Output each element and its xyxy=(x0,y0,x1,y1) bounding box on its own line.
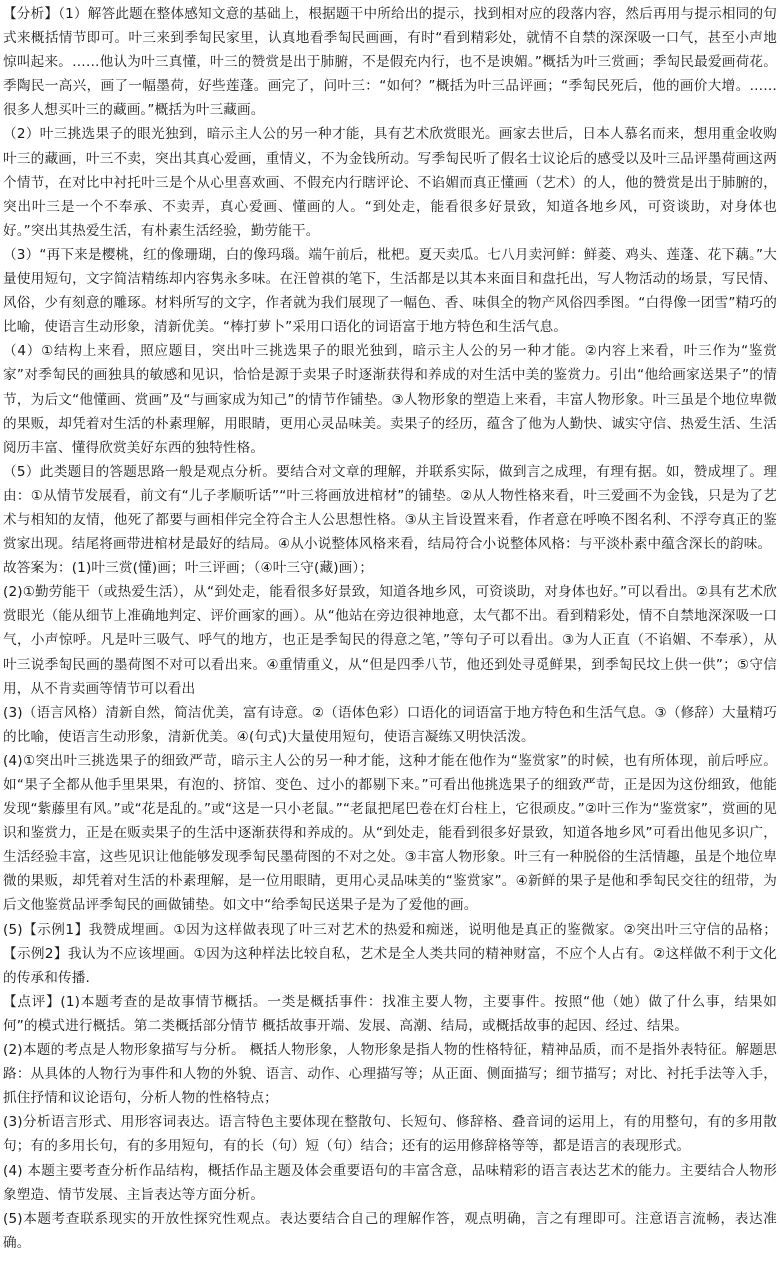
analysis-paragraph-5: （5）此类题目的答题思路一般是观点分析。要结合对文章的理解，并联系实际，做到言之成理，有理有据。如，赞成埋了。理由：①从情节发展看，前文有“儿子孝顺听话”“叶三将画放进棺材”的铺垫。②从人物性格来看，叶三爱画不为金钱，只是为了艺术与相知的友情，他死了都要与画相伴完全符合主人公思想性格。③从主旨设置来看，作者意在呼唤不图名利、不浮夸真正的鉴赏家出现。结尾将画带进棺材是最好的结局。④从小说整体风格来看，结局符合小说整体风格：与平淡朴素中蕴含深长的韵味。 xyxy=(3,463,777,553)
answer-paragraph-3: (3)（语言风格）清新自然，简洁优美，富有诗意。②（语体色彩）口语化的词语富于地方特色和生活气息。③（修辞）大量精巧的比喻，使语言生动形象，清新优美。④(句式)大量使用短句，使语言凝练又明快活泼。 xyxy=(3,704,777,745)
analysis-paragraph-2: （2）叶三挑选果子的眼光独到，暗示主人公的另一种才能，具有艺术欣赏眼光。画家去世后，日本人慕名而来，想用重金收购叶三的藏画，叶三不卖，突出其真心爱画，重情义，不为金钱所动。写季匋民听了假名士议论后的感受以及叶三品评墨荷画这两个情节，在对比中衬托叶三是个从心里喜欢画、不假充内行瞎评论、不谄媚而真正懂画（艺术）的人，他的赞赏是出于肺腑的，突出叶三是一个不奉承、不卖弄，真心爱画、懂画的人。“到处走，能看很多好景致，知道各地乡风，可资谈助，对身体也好。”突出其热爱生活，有朴素生活经验，勤劳能干。 xyxy=(3,126,777,239)
comment-paragraph-5: (5)本题考查联系现实的开放性探究性观点。表达要结合自己的理解作答，观点明确，言之有理即可。注意语言流畅，表达准确。 xyxy=(3,1210,777,1251)
answer-line-1: 故答案为：(1)叶三赏(懂)画；叶三评画；（④叶三守(藏)画）； xyxy=(3,560,374,577)
answer-paragraph-4: (4)①突出叶三挑选果子的细致严苛，暗示主人公的另一种才能，这种才能在他作为“鉴赏家”的时候，也有所体现，前后呼应。如“果子全都从他手里果果，有泡的、挤馆、变色、过小的都剔下来。”可看出他挑选果子的细致严苛，正是因为这份细致，他能发现“紫藤里有风。”或“花是乱的。”或“这是一只小老鼠。”“老鼠把尾巴卷在灯台柱上，它很顽皮。”②叶三作为“鉴赏家”，赏画的见识和鉴赏力，正是在贩卖果子的生活中逐渐获得和养成的。从“到处走，能看到很多好景致，知道各地乡风”可看出他见多识广，生活经验丰富，这些见识让他能够发现季匋民墨荷图的不对之处。③丰富人物形象。叶三有一种脱俗的生活情趣，虽是个地位卑微的果贩，却凭着对生活的朴素理解，是一位用眼睛，更用心灵品味美的“鉴赏家”。④新鲜的果子是他和季匋民交往的纽带，为后文他鉴赏品评季匋民的画做铺垫。如文中“给季匋民送果子是为了爱他的画。 xyxy=(3,752,777,914)
answer-paragraph-2: (2)①勤劳能干（或热爱生活），从“到处走，能看很多好景致，知道各地乡风，可资谈助，对身体也好。”可以看出。②具有艺术欣赏眼光（能从细节上准确地判定、评价画家的画）。从“他站在旁边很神地意，太气都不出。看到精彩处，情不自禁地深深吸一口气，小声惊呼。凡是叶三吸气、呼气的地方，也正是季匋民的得意之笔，”等句子可以看出。③为人正直（不谄媚、不奉承），从叶三说季匋民画的墨荷图不对可以看出来。④重情重义，从“但是四季八节，他还到处寻觅鲜果，到季匋民坟上供一供”；⑤守信用，从不肯卖画等情节可以看出 xyxy=(3,584,777,697)
analysis-paragraph-3: （3）“再下来是樱桃，红的像珊瑚，白的像玛瑙。端午前后，枇杷。夏天卖瓜。七八月卖河鲜：鲜菱、鸡头、莲蓬、花下藕。”大量使用短句，文字简洁精练却内容隽永多味。在汪曾祺的笔下，生活都是以其本来面目和盘托出，写人物活动的场景，写民情、风俗，少有刻意的雕琢。材料所写的文字，作者就为我们展现了一幅色、香、味俱全的物产风俗四季图。“白得像一团雪”精巧的比喻，使语言生动形象，清新优美。“棒打萝卜”采用口语化的词语富于地方特色和生活气息。 xyxy=(3,246,777,336)
analysis-paragraph-1: 【分析】（1）解答此题在整体感知文意的基础上，根据题干中所给出的提示，找到相对应的段落内容，然后再用与提示相同的句式来概括情节即可。叶三来到季匋民家里，认真地看季匋民画画，有时“看到精彩处，就情不自禁的深深吸一口气，甚至小声地惊叫起来。……他认为叶三真懂，叶三的赞赏是出于肺腑，不是假充内行，也不是谀媚。”概括为叶三赏画；季匋民最爱画荷花。季陶民一高兴，画了一幅墨荷，好些莲蓬。画完了，问叶三：“如何？”概括为叶三品评画；“季匋民死后，他的画价大增。……很多人想买叶三的藏画。”概括为叶三藏画。 xyxy=(3,6,777,119)
answer-paragraph-5: (5)【示例1】我赞成埋画。①因为这样做表现了叶三对艺术的热爱和痴迷，说明他是真正的鉴微家。②突出叶三守信的品格；【示例2】我认为不应该埋画。①因为这种样法比较自私，艺术是全人类共同的精神财富，不应个人占有。②这样做不利于文化的传承和传播. xyxy=(3,921,777,986)
comment-paragraph-3: (3)分析语言形式、用形容词表达。语言特色主要体现在整散句、长短句、修辞格、叠音词的运用上，有的用整句，有的多用散句；有的多用长句，有的多用短句，有的长（句）短（句）结合；还有的运用修辞格等等，都是语言的表现形式。 xyxy=(3,1114,777,1155)
comment-paragraph-4: (4) 本题主要考查分析作品结构，概括作品主题及体会重要语句的丰富含意，品味精彩的语言表达艺术的能力。主要结合人物形象塑造、情节发展、主旨表达等方面分析。 xyxy=(3,1162,777,1203)
comment-paragraph-1: 【点评】(1)本题考查的是故事情节概括。一类是概括事件：找准主要人物，主要事件。按照“他（她）做了什么事，结果如何”的模式进行概括。第二类概括部分情节 概括故事开端、发展、高潮、结局，或概括故事的起因、经过、结果。 xyxy=(3,993,777,1034)
comment-paragraph-2: (2)本题的考点是人物形象描写与分析。 概括人物形象，人物形象是指人物的性格特征，精神品质，而不是指外表特征。解题思路：从具体的人物行为事件和人物的外貌、语言、动作、心理描写等；从正面、侧面描写；细节描写；对比、衬托手法等入手，抓住抒情和议论语句，分析人物的性格特点； xyxy=(3,1042,777,1107)
analysis-paragraph-4: （4）①结构上来看，照应题目，突出叶三挑选果子的眼光独到，暗示主人公的另一种才能。②内容上来看，叶三作为“鉴赏家”对季匋民的画独具的敏感和见识，恰恰是源于卖果子时逐渐获得和养成的对生活中美的鉴赏力。引出“他给画家送果子”的情节，为后文“他懂画、赏画”及“与画家成为知己”的情节作铺垫。③人物形象的塑造上来看，丰富人物形象。叶三虽是个地位卑微的果贩，却凭着对生活的朴素理解，用眼睛，更用心灵品味美。卖果子的经历，蕴含了他为人勤快、诚实守信、热爱生活、生活阅历丰富、懂得欣赏美好东西的独特性格。 xyxy=(3,343,777,456)
